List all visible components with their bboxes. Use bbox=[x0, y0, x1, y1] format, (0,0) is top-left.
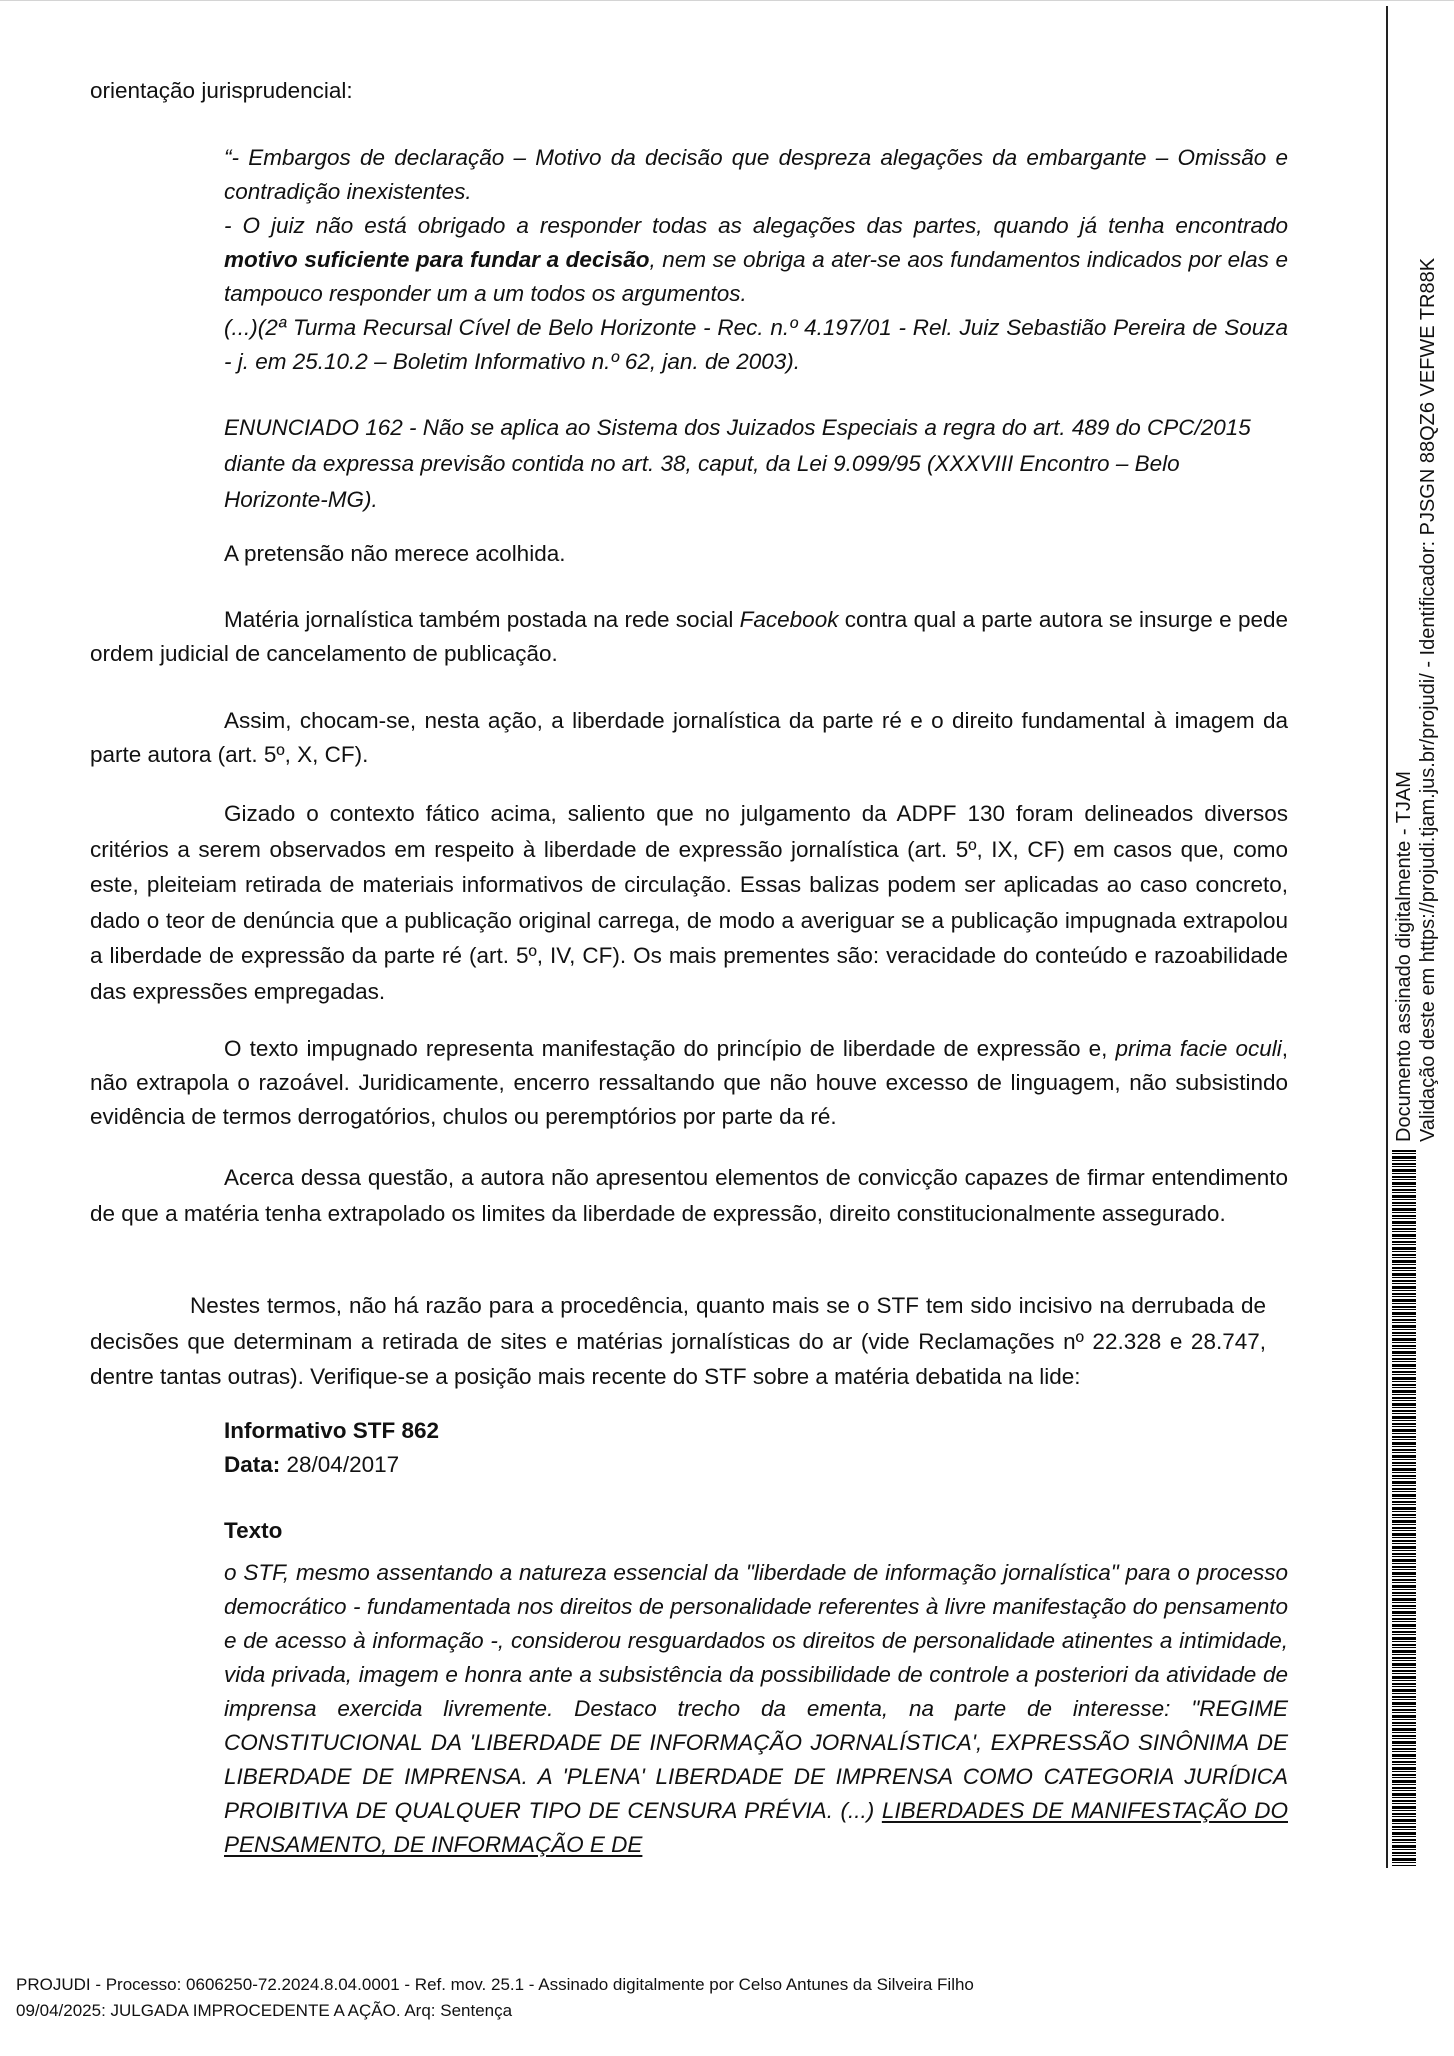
intro-line bbox=[90, 74, 1288, 108]
p1-start: Matéria jornalística também postada na rede social bbox=[224, 607, 740, 632]
paragraph-facebook bbox=[90, 603, 1288, 671]
texto-body bbox=[224, 1556, 1288, 1862]
paragraph-liberdade bbox=[90, 704, 1288, 772]
p6-text: Nestes termos, não há razão para a procedência, quanto mais se o STF tem sido incisivo na derrubada de decisões que determinam a retirada de sites e matérias jornalísticas do ar (vide Reclamações nº 22.328 e 28.747, dentre tantas outras). Verifique-se a posição mais recente do STF sobre a matéria debatida na lide: bbox=[90, 1293, 1266, 1389]
quote-line-2 bbox=[224, 209, 1288, 311]
footer-line-1: PROJUDI - Processo: 0606250-72.2024.8.04.0001 - Ref. mov. 25.1 - Assinado digitalmente por Celso Antunes da Silveira Filho bbox=[16, 1975, 974, 1994]
quote-line-1: “- Embargos de declaração – Motivo da decisão que despreza alegações da embargante – Omissão e contradição inexistentes. bbox=[224, 145, 1288, 204]
informativo-title: Informativo STF 862 bbox=[224, 1418, 440, 1443]
p2-text: Assim, chocam-se, nesta ação, a liberdade jornalística da parte ré e o direito fundamental à imagem da parte autora (art. 5º, X, CF). bbox=[90, 708, 1288, 767]
p4-start: O texto impugnado representa manifestação do princípio de liberdade de expressão e, bbox=[224, 1036, 1116, 1061]
intro-text: orientação jurisprudencial: bbox=[90, 78, 353, 103]
p1-end: contra qual a parte autora se insurge e pede ordem judicial de cancelamento de publicação. bbox=[90, 607, 1288, 666]
informativo-block bbox=[224, 1414, 1288, 1482]
footer bbox=[16, 1972, 974, 2024]
quote-line-2-start: - O juiz não está obrigado a responder todas as alegações das partes, quando já tenha encontrado bbox=[224, 213, 1288, 238]
quote-citation: (...)(2ª Turma Recursal Cível de Belo Horizonte - Rec. n.º 4.197/01 - Rel. Juiz Sebastião Pereira de Souza - j. em 25.10.2 – Boletim Informativo n.º 62, jan. de 2003). bbox=[224, 315, 1288, 374]
p3-text: Gizado o contexto fático acima, saliento que no julgamento da ADPF 130 foram delineados diversos critérios a serem observados em respeito à liberdade de expressão jornalística (art. 5º, IX, CF) em casos que, como este, pleiteiam retirada de materiais informativos de circulação. Essas balizas podem ser aplicadas ao caso concreto, dado o teor de denúncia que a publicação original carrega, de modo a averiguar se a publicação impugnada extrapolou a liberdade de expressão da parte ré (art. 5º, IV, CF). Os mais prementes são: veracidade do conteúdo e razoabilidade das expressões empregadas. bbox=[90, 801, 1288, 1004]
footer-line-2: 09/04/2025: JULGADA IMPROCEDENTE A AÇÃO. Arq: Sentença bbox=[16, 2001, 513, 2020]
p1-facebook: Facebook bbox=[739, 607, 839, 632]
p5-text: Acerca dessa questão, a autora não apresentou elementos de convicção capazes de firmar entendimento de que a matéria tenha extrapolado os limites da liberdade de expressão, direito constitucionalmente assegurado. bbox=[90, 1165, 1288, 1226]
date-label: Data: bbox=[224, 1452, 281, 1477]
top-border bbox=[0, 0, 1454, 1]
jurisprudence-quote bbox=[224, 141, 1288, 379]
paragraph-convicção bbox=[90, 1160, 1288, 1231]
pretensao-line: A pretensão não merece acolhida. bbox=[224, 541, 566, 566]
p4-prima-facie: prima facie oculi bbox=[1115, 1036, 1282, 1061]
sidebar-rule bbox=[1386, 6, 1388, 1868]
barcode bbox=[1392, 1150, 1416, 1866]
paragraph-adpf bbox=[90, 796, 1288, 1009]
validation-text: Validação deste em https://projudi.tjam.jus.br/projudi/ - Identificador: PJSGN 88QZ6 VEFWE TR88K bbox=[1417, 257, 1439, 1142]
paragraph-nestes-termos bbox=[90, 1288, 1266, 1395]
p4-end: , não extrapola o razoável. Juridicamente, encerro ressaltando que não houve excesso de linguagem, não subsistindo evidência de termos derrogatórios, chulos ou peremptórios por parte da ré. bbox=[90, 1036, 1288, 1129]
texto-body-text: o STF, mesmo assentando a natureza essencial da "liberdade de informação jornalística" para o processo democrático - fundamentada nos direitos de personalidade referentes à livre manifestação do pensamento e de acesso à informação -, considerou resguardados os direitos de personalidade atinentes a intimidade, vida privada, imagem e honra ante a subsistência da possibilidade de controle a posteriori da atividade de imprensa exercida livremente. Destaco trecho da ementa, na parte de interesse: "REGIME CONSTITUCIONAL DA 'LIBERDADE DE INFORMAÇÃO JORNALÍSTICA', EXPRESSÃO SINÔNIMA DE LIBERDADE DE IMPRENSA. A 'PLENA' LIBERDADE DE IMPRENSA COMO CATEGORIA JURÍDICA PROIBITIVA DE QUALQUER TIPO DE CENSURA PRÉVIA. (...) bbox=[224, 1560, 1288, 1823]
texto-underlined: LIBERDADES DE MANIFESTAÇÃO DO PENSAMENTO, DE INFORMAÇÃO E DE bbox=[224, 1798, 1288, 1857]
signed-digitally-text: Documento assinado digitalmente - TJAM bbox=[1393, 771, 1415, 1142]
date-value: 28/04/2017 bbox=[280, 1452, 400, 1477]
informativo-date bbox=[224, 1448, 1288, 1482]
enunciado-162: ENUNCIADO 162 - Não se aplica ao Sistema dos Juizados Especiais a regra do art. 489 do CPC/2015 diante da expressa previsão contida no art. 38, caput, da Lei 9.099/95 (XXXVIII Encontro – Belo Horizonte-MG). bbox=[224, 415, 1251, 512]
paragraph-texto-impugnado bbox=[90, 1032, 1288, 1134]
texto-label: Texto bbox=[224, 1518, 283, 1543]
quote-line-2-end: , nem se obriga a ater-se aos fundamentos indicados por elas e tampouco responder um a um todos os argumentos. bbox=[224, 247, 1288, 306]
quote-bold-phrase: motivo suficiente para fundar a decisão bbox=[224, 247, 650, 272]
